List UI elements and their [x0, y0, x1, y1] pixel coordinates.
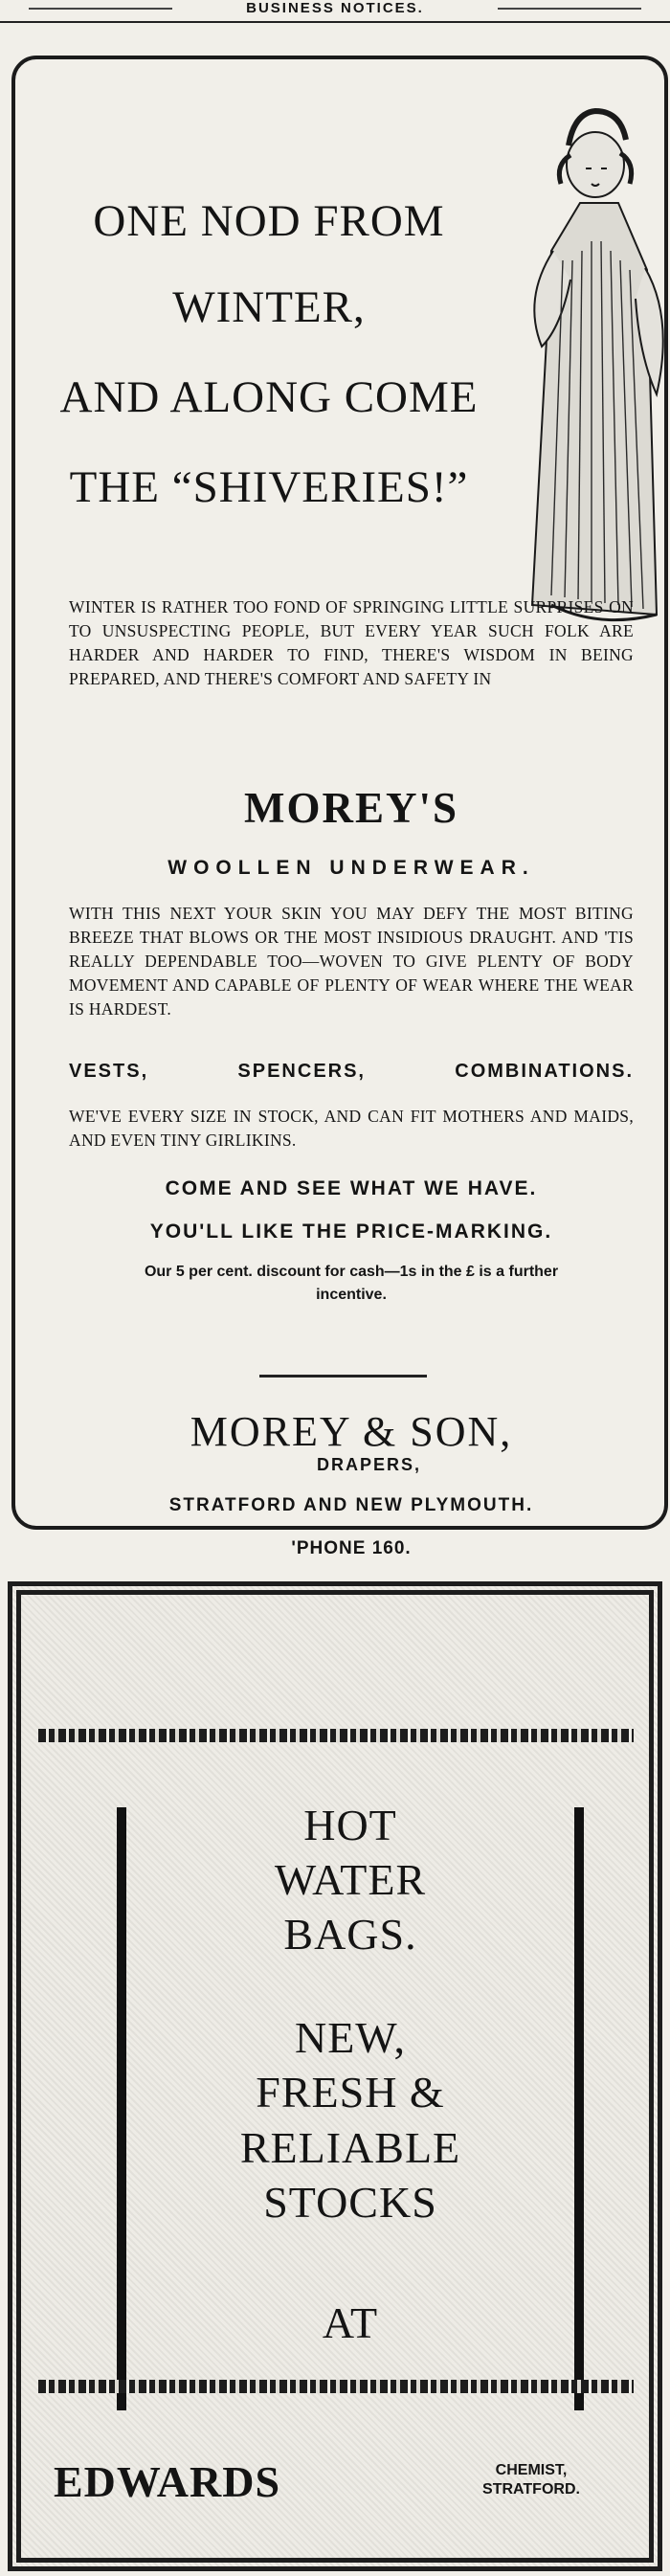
- body-paragraph: WITH THIS NEXT YOUR SKIN YOU MAY DEFY THE MOST BITING BREEZE THAT BLOWS OR THE MOST INSIDIOUS DRAUGHT. AND 'TIS REALLY DEPENDABLE TOO—WOVEN TO GIVE PLENTY OF BODY MOVEMENT AND CAPABLE OF PLENTY OF WEAR WHERE THE WEAR IS HARDEST.: [69, 904, 634, 1019]
- garment-combinations: COMBINATIONS.: [455, 1061, 634, 1082]
- ad-line-water: WATER: [274, 1855, 427, 1904]
- garment-spencers: SPENCERS,: [237, 1061, 366, 1082]
- edwards-advertisement: [8, 1581, 662, 2571]
- ad-line-stocks: STOCKS: [263, 2178, 437, 2227]
- section-header: [0, 0, 670, 23]
- decorative-band-bottom: [38, 2380, 634, 2393]
- firm-phone: 'PHONE 160.: [291, 1538, 412, 1558]
- chemist-town: STRATFORD.: [482, 2481, 580, 2498]
- ad-line-reliable: RELIABLE: [239, 2123, 461, 2172]
- sizes-paragraph: WE'VE EVERY SIZE IN STOCK, AND CAN FIT MOTHERS AND MAIDS, AND EVEN TINY GIRLIKINS.: [69, 1107, 634, 1150]
- firm-towns: STRATFORD AND NEW PLYMOUTH.: [168, 1495, 534, 1515]
- ad-line-fresh: FRESH &: [256, 2068, 445, 2117]
- headline-line-2: WINTER,: [172, 282, 366, 332]
- divider-rule: [259, 1375, 427, 1378]
- woman-in-gown-illustration: [513, 107, 670, 643]
- price-marking-line: YOU'LL LIKE THE PRICE-MARKING.: [149, 1221, 553, 1243]
- ad-line-hot: HOT: [303, 1801, 397, 1849]
- header-rule-left: [29, 8, 172, 10]
- firm-trade: DRAPERS,: [317, 1455, 422, 1474]
- headline-line-3: AND ALONG COME: [59, 372, 479, 422]
- product-heading: WOOLLEN UNDERWEAR.: [168, 857, 535, 879]
- brand-name: MOREY'S: [243, 784, 458, 832]
- come-and-see-line: COME AND SEE WHAT WE HAVE.: [165, 1177, 538, 1199]
- chemist-details: [459, 2461, 603, 2499]
- chemist-name: EDWARDS: [54, 2457, 281, 2506]
- garment-vests: VESTS,: [69, 1061, 149, 1082]
- headline-line-1: ONE NOD FROM: [93, 196, 445, 246]
- ad-line-new: NEW,: [294, 2013, 406, 2062]
- ad-line-at: AT: [322, 2298, 379, 2347]
- chemist-role: CHEMIST,: [495, 2462, 568, 2478]
- headline-line-4: THE “SHIVERIES!”: [69, 462, 469, 512]
- garment-list: [69, 1061, 634, 1083]
- decorative-band-top: [38, 1729, 634, 1742]
- header-rule-right: [498, 8, 641, 10]
- discount-note: Our 5 per cent. discount for cash—1s in the £ is a further incentive.: [144, 1264, 559, 1303]
- intro-paragraph: WINTER IS RATHER TOO FOND OF SPRINGING LITTLE SURPRISES ON TO UNSUSPECTING PEOPLE, BUT EVERY YEAR SUCH FOLK ARE HARDER AND HARDER TO FIND, THERE'S WISDOM IN BEING PREPARED, AND THERE'S COMFORT AND SAFETY IN: [69, 597, 634, 688]
- morey-advertisement: [11, 56, 668, 1558]
- section-header-text: BUSINESS NOTICES.: [246, 0, 424, 16]
- ad-line-bags: BAGS.: [283, 1910, 417, 1959]
- firm-name: MOREY & SON,: [190, 1408, 513, 1455]
